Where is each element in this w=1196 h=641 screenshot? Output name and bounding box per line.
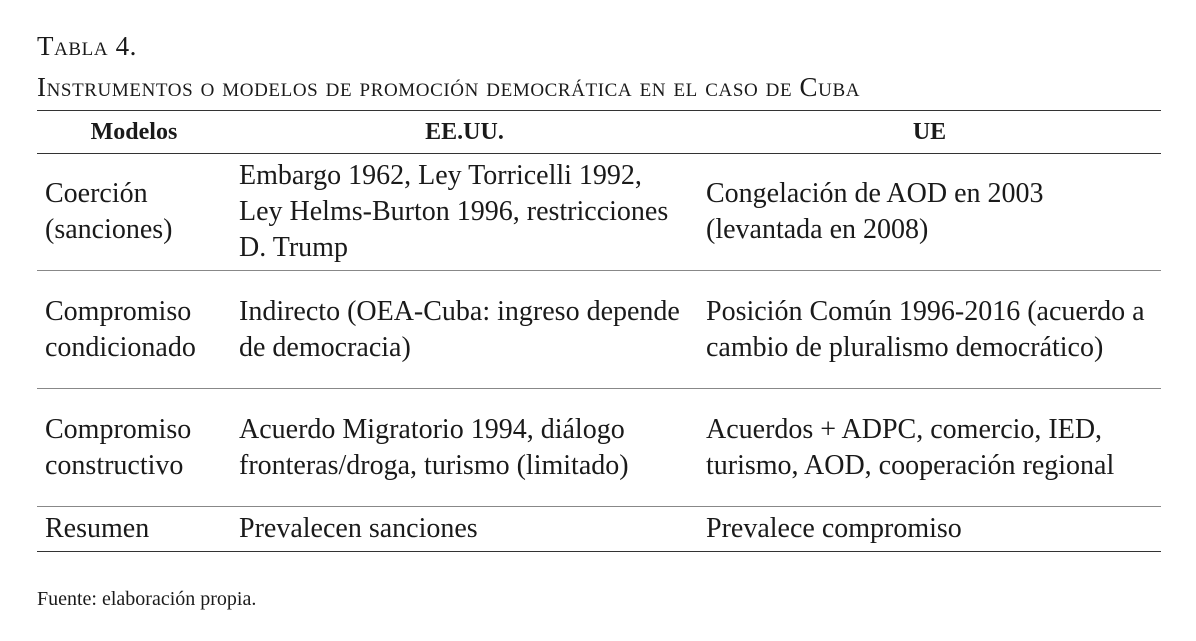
cell-eu: Prevalece compromiso xyxy=(698,507,1161,552)
header-eeuu: EE.UU. xyxy=(231,111,698,154)
table-row xyxy=(37,271,1161,389)
source-note: Fuente: elaboración propia. xyxy=(37,588,257,610)
cell-model: Compromiso constructivo xyxy=(37,389,231,507)
table-row xyxy=(37,389,1161,507)
table-title: Instrumentos o modelos de promoción democrática en el caso de Cuba xyxy=(37,72,861,102)
cell-usa: Acuerdo Migratorio 1994, diálogo fronteras/droga, turismo (limitado) xyxy=(231,389,698,507)
table-row xyxy=(37,507,1161,552)
cell-eu: Posición Común 1996-2016 (acuerdo a cambio de pluralismo democrático) xyxy=(698,271,1161,389)
header-modelos: Modelos xyxy=(37,111,231,154)
cell-eu: Congelación de AOD en 2003 (levantada en 2008) xyxy=(698,154,1161,271)
democracy-promotion-table xyxy=(37,110,1161,552)
header-ue: UE xyxy=(698,111,1161,154)
cell-eu: Acuerdos + ADPC, comercio, IED, turismo, AOD, cooperación regional xyxy=(698,389,1161,507)
table-label: Tabla 4. xyxy=(37,31,138,61)
table-row xyxy=(37,154,1161,271)
header-row xyxy=(37,111,1161,154)
cell-model: Compromiso condicionado xyxy=(37,271,231,389)
cell-model: Resumen xyxy=(37,507,231,552)
cell-usa: Prevalecen sanciones xyxy=(231,507,698,552)
cell-usa: Embargo 1962, Ley Torricelli 1992, Ley Helms-Burton 1996, restricciones D. Trump xyxy=(231,154,698,271)
cell-model: Coerción (sanciones) xyxy=(37,154,231,271)
cell-usa: Indirecto (OEA-Cuba: ingreso depende de democracia) xyxy=(231,271,698,389)
